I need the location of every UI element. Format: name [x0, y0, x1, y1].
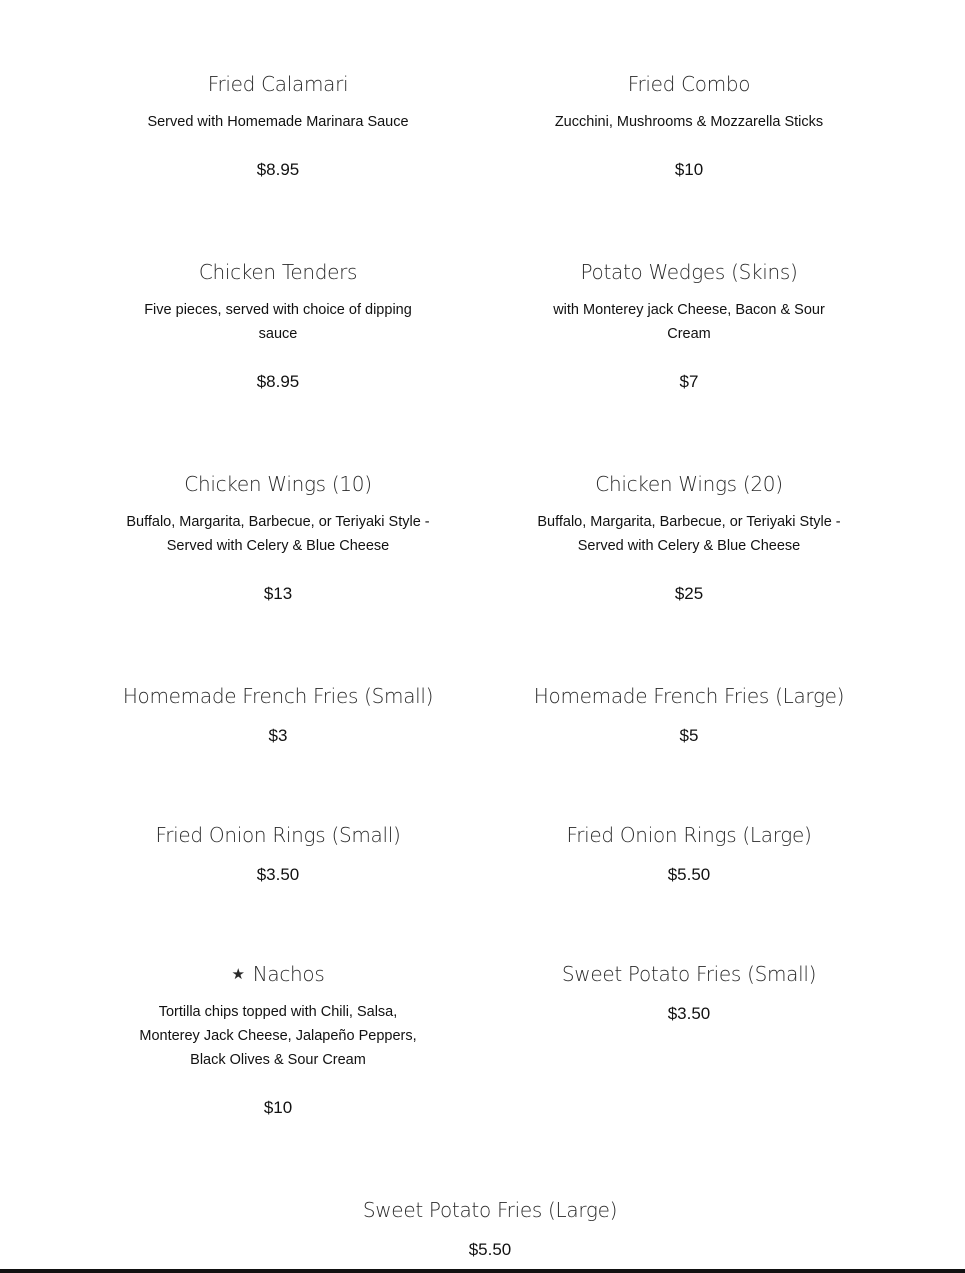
- item-price: $7: [679, 372, 699, 391]
- item-description: Zucchini, Mushrooms & Mozzarella Sticks: [554, 114, 824, 130]
- menu-item-fried-calamari: [128, 72, 428, 180]
- menu-item-chicken-tenders: [133, 260, 423, 392]
- item-description: Buffalo, Margarita, Barbecue, or Teriyaki Style - Served with Celery & Blue Cheese: [126, 514, 430, 554]
- item-name: Homemade French Fries (Small): [122, 684, 434, 708]
- item-name: Homemade French Fries (Large): [533, 684, 845, 708]
- item-price: $3: [268, 726, 288, 745]
- menu-item-onion-rings-small: [128, 823, 428, 885]
- menu-item-chicken-wings-20: [534, 472, 844, 604]
- item-name: Sweet Potato Fries (Large): [362, 1198, 618, 1222]
- menu-item-french-fries-large: [519, 684, 859, 746]
- item-name: Fried Calamari: [207, 72, 349, 96]
- item-price: $3.50: [667, 1004, 711, 1023]
- menu-item-potato-wedges: [544, 260, 834, 392]
- item-name: [133, 962, 423, 986]
- item-description: Served with Homemade Marinara Sauce: [147, 114, 409, 130]
- item-price: $25: [674, 584, 704, 603]
- item-name-text: Nachos: [252, 962, 325, 986]
- item-name: Fried Combo: [627, 72, 751, 96]
- item-price: $8.95: [256, 372, 300, 391]
- item-price: $5.50: [468, 1240, 512, 1259]
- menu-item-sweet-potato-fries-large: [340, 1198, 640, 1260]
- item-name: Chicken Wings (20): [595, 472, 783, 496]
- menu-item-sweet-potato-fries-small: [539, 962, 839, 1024]
- item-name: Fried Onion Rings (Large): [566, 823, 812, 847]
- menu-item-chicken-wings-10: [123, 472, 433, 604]
- menu-item-onion-rings-large: [539, 823, 839, 885]
- item-name: Chicken Tenders: [198, 260, 358, 284]
- item-price: $5.50: [667, 865, 711, 884]
- item-description: with Monterey jack Cheese, Bacon & Sour Cream: [553, 302, 825, 342]
- item-name: Chicken Wings (10): [184, 472, 372, 496]
- bottom-divider: [0, 1269, 965, 1273]
- item-description: Five pieces, served with choice of dipping sauce: [144, 302, 412, 342]
- item-description: Tortilla chips topped with Chili, Salsa, Monterey Jack Cheese, Jalapeño Peppers, Black Olives & Sour Cream: [139, 1004, 417, 1068]
- item-price: $10: [263, 1098, 293, 1117]
- menu-item-fried-combo: [539, 72, 839, 180]
- item-price: $13: [263, 584, 293, 603]
- item-price: $10: [674, 160, 704, 179]
- item-price: $5: [679, 726, 699, 745]
- item-name: Fried Onion Rings (Small): [155, 823, 401, 847]
- item-name: Potato Wedges (Skins): [580, 260, 798, 284]
- item-price: $8.95: [256, 160, 300, 179]
- menu-item-nachos: [133, 962, 423, 1118]
- item-name: Sweet Potato Fries (Small): [561, 962, 817, 986]
- item-description: Buffalo, Margarita, Barbecue, or Teriyaki Style - Served with Celery & Blue Cheese: [537, 514, 841, 554]
- item-price: $3.50: [256, 865, 300, 884]
- star-icon: ★: [231, 965, 245, 983]
- menu-item-french-fries-small: [108, 684, 448, 746]
